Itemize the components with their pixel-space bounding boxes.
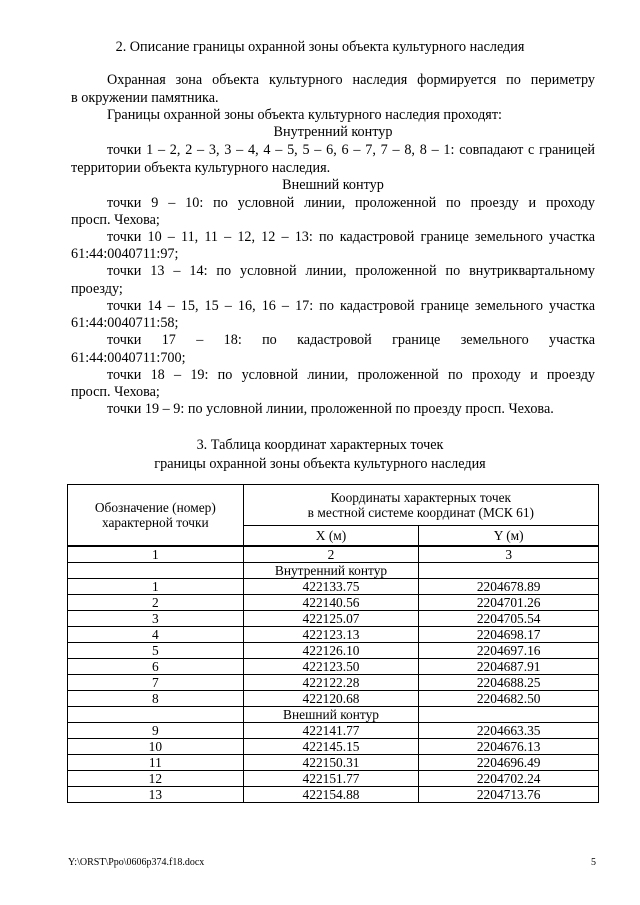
inner-contour-rows (68, 579, 599, 707)
outer-contour-label: Внешний контур (243, 707, 419, 723)
table-row (68, 579, 599, 595)
column-number-2: 2 (243, 546, 419, 563)
y-coordinate-cell: 2204663.35 (419, 723, 599, 739)
point-number-cell: 4 (68, 627, 244, 643)
point-number-cell: 3 (68, 611, 244, 627)
x-coordinate-cell: 422150.31 (243, 755, 419, 771)
header-x: X (м) (243, 526, 419, 547)
paragraph-boundaries-intro: Границы охранной зоны объекта культурного наследия проходят: (107, 107, 502, 123)
y-coordinate-cell: 2204687.91 (419, 659, 599, 675)
point-number-cell: 12 (68, 771, 244, 787)
table-row (68, 643, 599, 659)
outer-contour-label-row (68, 707, 599, 723)
outer-contour-label-empty-cell (68, 707, 244, 723)
table-row (68, 691, 599, 707)
x-coordinate-cell: 422125.07 (243, 611, 419, 627)
point-number-cell: 9 (68, 723, 244, 739)
outer-item-3-line2: проезду; (71, 281, 123, 297)
table-row (68, 595, 599, 611)
outer-item-7-line1: точки 19 – 9: по условной линии, проложенной по проезду просп. Чехова. (107, 401, 554, 417)
paragraph-perimeter-line2: в окружении памятника. (71, 90, 219, 106)
x-coordinate-cell: 422126.10 (243, 643, 419, 659)
y-coordinate-cell: 2204705.54 (419, 611, 599, 627)
x-coordinate-cell: 422154.88 (243, 787, 419, 803)
outer-contour-title: Внешний контур (282, 177, 384, 193)
header-coordinates-line2: в местной системе координат (МСК 61) (307, 505, 534, 520)
table-row (68, 755, 599, 771)
y-coordinate-cell: 2204696.49 (419, 755, 599, 771)
y-coordinate-cell: 2204682.50 (419, 691, 599, 707)
table-row (68, 723, 599, 739)
section-2-heading: 2. Описание границы охранной зоны объекта культурного наследия (115, 39, 525, 55)
column-number-row (68, 546, 599, 563)
inner-contour-label-row (68, 563, 599, 579)
x-coordinate-cell: 422122.28 (243, 675, 419, 691)
inner-contour-text-line1: точки 1 – 2, 2 – 3, 3 – 4, 4 – 5, 5 – 6, 6 – 7, 7 – 8, 8 – 1: совпадают с границей (107, 142, 595, 158)
footer-file-path: Y:\ORST\Ppo\0606p374.f18.docx (68, 857, 205, 868)
outer-item-1-line1: точки 9 – 10: по условной линии, проложенной по проезду и проходу (107, 195, 595, 211)
outer-item-4-line1: точки 14 – 15, 15 – 16, 16 – 17: по кадастровой границе земельного участка (107, 298, 595, 314)
y-coordinate-cell: 2204698.17 (419, 627, 599, 643)
inner-contour-text-line2: территории объекта культурного наследия. (71, 160, 331, 176)
table-row (68, 659, 599, 675)
table-row (68, 627, 599, 643)
column-number-3: 3 (419, 546, 599, 563)
point-number-cell: 13 (68, 787, 244, 803)
x-coordinate-cell: 422145.15 (243, 739, 419, 755)
outer-item-6-line2: просп. Чехова; (71, 384, 160, 400)
point-number-cell: 7 (68, 675, 244, 691)
header-coordinates (243, 485, 598, 526)
outer-item-6-line1: точки 18 – 19: по условной линии, проложенной по проходу и проезду (107, 367, 595, 383)
outer-item-4-line2: 61:44:0040711:58; (71, 315, 179, 331)
x-coordinate-cell: 422133.75 (243, 579, 419, 595)
coordinates-table (67, 484, 599, 803)
x-coordinate-cell: 422123.13 (243, 627, 419, 643)
column-number-1: 1 (68, 546, 244, 563)
y-coordinate-cell: 2204697.16 (419, 643, 599, 659)
x-coordinate-cell: 422140.56 (243, 595, 419, 611)
footer-page-number: 5 (591, 857, 596, 868)
outer-item-3-line1: точки 13 – 14: по условной линии, проложенной по внутриквартальному (107, 263, 595, 279)
outer-item-5-line2: 61:44:0040711:700; (71, 350, 186, 366)
outer-contour-rows (68, 723, 599, 803)
header-coordinates-line1: Координаты характерных точек (330, 490, 512, 505)
y-coordinate-cell: 2204701.26 (419, 595, 599, 611)
y-coordinate-cell: 2204713.76 (419, 787, 599, 803)
y-coordinate-cell: 2204676.13 (419, 739, 599, 755)
header-y: Y (м) (419, 526, 599, 547)
outer-contour-label-empty-cell (419, 707, 599, 723)
table-row (68, 611, 599, 627)
inner-contour-title: Внутренний контур (273, 124, 393, 140)
outer-item-2-line2: 61:44:0040711:97; (71, 246, 179, 262)
x-coordinate-cell: 422123.50 (243, 659, 419, 675)
header-point-designation (68, 485, 244, 547)
point-number-cell: 1 (68, 579, 244, 595)
table-row (68, 675, 599, 691)
header-point-designation-line1: Обозначение (номер) (94, 500, 216, 515)
point-number-cell: 5 (68, 643, 244, 659)
point-number-cell: 10 (68, 739, 244, 755)
point-number-cell: 8 (68, 691, 244, 707)
header-point-designation-line2: характерной точки (101, 515, 209, 530)
inner-contour-label-empty-cell (68, 563, 244, 579)
x-coordinate-cell: 422151.77 (243, 771, 419, 787)
table-row (68, 739, 599, 755)
section-3-heading-line2: границы охранной зоны объекта культурного наследия (154, 456, 486, 472)
paragraph-perimeter-line1: Охранная зона объекта культурного наследия формируется по периметру (107, 72, 595, 88)
outer-item-5-line1: точки 17 – 18: по кадастровой границе земельного участка (107, 332, 595, 348)
table-row (68, 771, 599, 787)
point-number-cell: 11 (68, 755, 244, 771)
x-coordinate-cell: 422141.77 (243, 723, 419, 739)
outer-item-2-line1: точки 10 – 11, 11 – 12, 12 – 13: по кадастровой границе земельного участка (107, 229, 595, 245)
x-coordinate-cell: 422120.68 (243, 691, 419, 707)
outer-item-1-line2: просп. Чехова; (71, 212, 160, 228)
y-coordinate-cell: 2204702.24 (419, 771, 599, 787)
inner-contour-label: Внутренний контур (243, 563, 419, 579)
point-number-cell: 2 (68, 595, 244, 611)
y-coordinate-cell: 2204688.25 (419, 675, 599, 691)
point-number-cell: 6 (68, 659, 244, 675)
section-3-heading-line1: 3. Таблица координат характерных точек (196, 437, 444, 453)
inner-contour-label-empty-cell (419, 563, 599, 579)
table-row (68, 787, 599, 803)
y-coordinate-cell: 2204678.89 (419, 579, 599, 595)
